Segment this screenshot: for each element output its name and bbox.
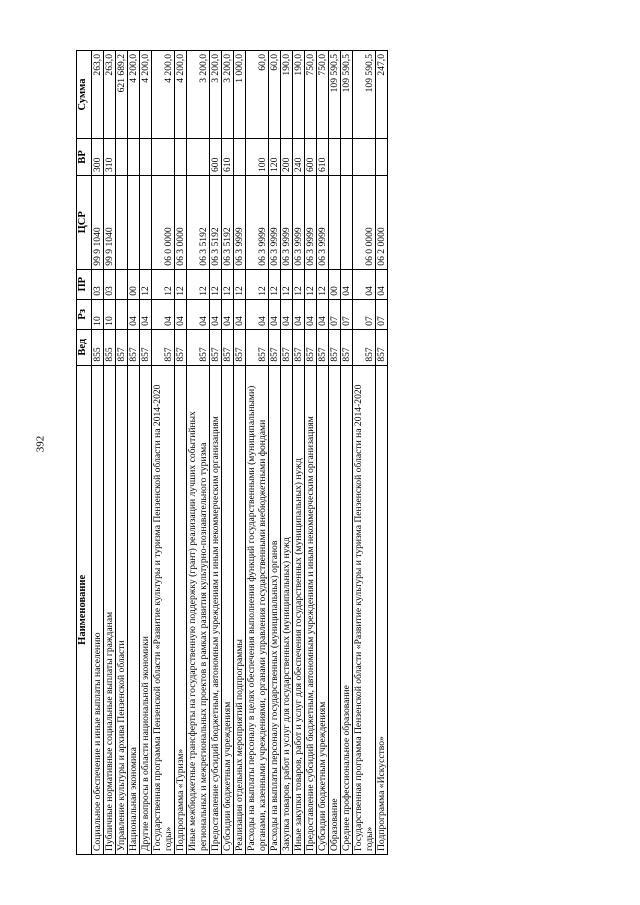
page-number: 392: [34, 435, 47, 453]
cell-name: Социальное обеспечение и иные выплаты населению: [92, 365, 104, 854]
cell-sum: 3 200,0: [187, 51, 210, 139]
cell-pr: 12: [246, 269, 269, 299]
cell-rz: 10: [92, 299, 104, 329]
cell-ved: 857: [281, 329, 293, 365]
rotated-budget-table-container: [76, 50, 556, 855]
cell-vr: [140, 138, 152, 175]
cell-vr: 600: [210, 138, 222, 175]
cell-sum: 247,0: [376, 51, 388, 139]
header-vr: ВР: [77, 138, 92, 175]
cell-rz: 04: [152, 299, 175, 329]
cell-name: Предоставление субсидий бюджетным, автономным учреждениям и иным некоммерческим организациям: [305, 365, 317, 854]
header-csr: ЦСР: [77, 175, 92, 269]
cell-pr: 12: [222, 269, 234, 299]
cell-vr: [152, 138, 175, 175]
cell-csr: 06 0 0000: [152, 175, 175, 269]
cell-rz: 10: [104, 299, 116, 329]
cell-rz: 04: [305, 299, 317, 329]
cell-ved: 857: [234, 329, 246, 365]
cell-name: Государственная программа Пензенской области «Развитие культуры и туризма Пензенской области на 2014-2020 годы»: [152, 365, 175, 854]
cell-csr: [329, 175, 341, 269]
cell-pr: 00: [128, 269, 140, 299]
cell-rz: 04: [210, 299, 222, 329]
cell-sum: 4 200,0: [128, 51, 140, 139]
cell-ved: 855: [92, 329, 104, 365]
cell-name: Публичные нормативные социальные выплаты гражданам: [104, 365, 116, 854]
header-rz: Рз: [77, 299, 92, 329]
header-ved: Вед: [77, 329, 92, 365]
cell-csr: 06 3 5192: [222, 175, 234, 269]
cell-pr: 04: [341, 269, 353, 299]
cell-vr: [329, 138, 341, 175]
cell-pr: 12: [175, 269, 187, 299]
cell-csr: 06 3 0000: [175, 175, 187, 269]
cell-sum: 621 689,2: [116, 51, 128, 139]
table-row: [305, 51, 317, 855]
cell-pr: 04: [376, 269, 388, 299]
cell-name: Расходы на выплаты персоналу в целях обеспечения выполнения функций государственными (муниципальными) органами, казенными учреждениями, органами управления государственными внебюджетными фондами: [246, 365, 269, 854]
cell-pr: [116, 269, 128, 299]
table-row: [104, 51, 116, 855]
cell-pr: 12: [210, 269, 222, 299]
cell-sum: 60,0: [246, 51, 269, 139]
cell-rz: 04: [246, 299, 269, 329]
cell-rz: 04: [293, 299, 305, 329]
cell-pr: 12: [269, 269, 281, 299]
cell-name: Подпрограмма «Искусство»: [376, 365, 388, 854]
cell-ved: 857: [175, 329, 187, 365]
cell-rz: 07: [353, 299, 376, 329]
cell-ved: 857: [222, 329, 234, 365]
cell-vr: 310: [104, 138, 116, 175]
cell-sum: 109 590,5: [329, 51, 341, 139]
cell-sum: 263,0: [92, 51, 104, 139]
table-row: [92, 51, 104, 855]
cell-name: Иные закупки товаров, работ и услуг для обеспечения государственных (муниципальных) нужд: [293, 365, 305, 854]
cell-sum: 750,0: [305, 51, 317, 139]
cell-ved: 857: [128, 329, 140, 365]
table-row: [246, 51, 269, 855]
cell-csr: 99 9 1040: [92, 175, 104, 269]
cell-ved: 857: [187, 329, 210, 365]
cell-pr: 12: [152, 269, 175, 299]
cell-ved: 857: [329, 329, 341, 365]
cell-rz: 04: [140, 299, 152, 329]
cell-rz: 04: [128, 299, 140, 329]
cell-ved: 857: [376, 329, 388, 365]
cell-csr: 06 0 0000: [353, 175, 376, 269]
table-row: [293, 51, 305, 855]
cell-sum: 263,0: [104, 51, 116, 139]
cell-csr: 06 3 5192: [210, 175, 222, 269]
cell-rz: 07: [341, 299, 353, 329]
cell-sum: 4 200,0: [152, 51, 175, 139]
cell-pr: 12: [187, 269, 210, 299]
table-row: [152, 51, 175, 855]
table-row: [376, 51, 388, 855]
cell-pr: 03: [104, 269, 116, 299]
cell-rz: 04: [175, 299, 187, 329]
header-name: Наименование: [77, 365, 92, 854]
table-row: [210, 51, 222, 855]
cell-sum: 109 590,5: [353, 51, 376, 139]
cell-vr: [376, 138, 388, 175]
cell-csr: 06 3 9999: [317, 175, 329, 269]
cell-pr: 12: [317, 269, 329, 299]
cell-rz: 07: [376, 299, 388, 329]
cell-name: Подпрограмма «Туризм»: [175, 365, 187, 854]
table-row: [116, 51, 128, 855]
cell-vr: [187, 138, 210, 175]
cell-ved: 857: [269, 329, 281, 365]
cell-sum: 60,0: [269, 51, 281, 139]
cell-csr: 06 3 9999: [281, 175, 293, 269]
cell-pr: 00: [329, 269, 341, 299]
table-row: [353, 51, 376, 855]
cell-vr: 610: [317, 138, 329, 175]
cell-csr: 06 3 9999: [293, 175, 305, 269]
cell-vr: 600: [305, 138, 317, 175]
table-row: [222, 51, 234, 855]
cell-pr: 12: [281, 269, 293, 299]
cell-csr: [128, 175, 140, 269]
table-body: [92, 51, 388, 855]
cell-csr: 06 3 9999: [269, 175, 281, 269]
cell-ved: 857: [246, 329, 269, 365]
cell-rz: 04: [317, 299, 329, 329]
cell-pr: 12: [234, 269, 246, 299]
cell-pr: 03: [92, 269, 104, 299]
cell-pr: 12: [293, 269, 305, 299]
table-row: [234, 51, 246, 855]
cell-ved: 857: [353, 329, 376, 365]
cell-pr: 12: [140, 269, 152, 299]
cell-rz: 07: [329, 299, 341, 329]
cell-csr: [140, 175, 152, 269]
cell-csr: 06 2 0000: [376, 175, 388, 269]
cell-ved: 857: [305, 329, 317, 365]
table-row: [269, 51, 281, 855]
cell-vr: [128, 138, 140, 175]
cell-csr: 06 3 9999: [246, 175, 269, 269]
cell-name: Образование: [329, 365, 341, 854]
cell-sum: 1 000,0: [234, 51, 246, 139]
cell-sum: 190,0: [281, 51, 293, 139]
cell-vr: [353, 138, 376, 175]
table-row: [317, 51, 329, 855]
cell-name: Среднее профессиональное образование: [341, 365, 353, 854]
cell-ved: 857: [210, 329, 222, 365]
cell-sum: 3 200,0: [210, 51, 222, 139]
cell-csr: [116, 175, 128, 269]
cell-csr: 99 9 1040: [104, 175, 116, 269]
cell-name: Закупка товаров, работ и услуг для государственных (муниципальных) нужд: [281, 365, 293, 854]
cell-name: Расходы на выплаты персоналу государственных (муниципальных) органов: [269, 365, 281, 854]
cell-ved: 857: [293, 329, 305, 365]
cell-sum: 190,0: [293, 51, 305, 139]
cell-rz: [116, 299, 128, 329]
cell-pr: 04: [353, 269, 376, 299]
cell-name: Субсидии бюджетным учреждениям: [222, 365, 234, 854]
cell-name: Реализация отдельных мероприятий подпрограммы: [234, 365, 246, 854]
cell-vr: [234, 138, 246, 175]
cell-sum: 109 590,5: [341, 51, 353, 139]
table-row: [140, 51, 152, 855]
cell-rz: 04: [222, 299, 234, 329]
table-row: [281, 51, 293, 855]
cell-sum: 4 200,0: [140, 51, 152, 139]
cell-vr: [116, 138, 128, 175]
cell-sum: 3 200,0: [222, 51, 234, 139]
cell-csr: [341, 175, 353, 269]
table-row: [329, 51, 341, 855]
header-pr: ПР: [77, 269, 92, 299]
cell-ved: 857: [116, 329, 128, 365]
cell-rz: 04: [281, 299, 293, 329]
cell-ved: 855: [104, 329, 116, 365]
cell-vr: 300: [92, 138, 104, 175]
table-row: [128, 51, 140, 855]
cell-rz: 04: [187, 299, 210, 329]
cell-pr: 12: [305, 269, 317, 299]
cell-vr: 610: [222, 138, 234, 175]
cell-name: Другие вопросы в области национальной экономики: [140, 365, 152, 854]
cell-ved: 857: [140, 329, 152, 365]
cell-ved: 857: [341, 329, 353, 365]
table-row: [175, 51, 187, 855]
cell-rz: 04: [269, 299, 281, 329]
cell-csr: 06 3 9999: [305, 175, 317, 269]
budget-table: [76, 50, 388, 855]
table-header-row: [77, 51, 92, 855]
cell-csr: 06 3 9999: [234, 175, 246, 269]
cell-ved: 857: [152, 329, 175, 365]
cell-vr: 200: [281, 138, 293, 175]
cell-csr: 06 3 5192: [187, 175, 210, 269]
cell-vr: 120: [269, 138, 281, 175]
cell-name: Иные межбюджетные трансферты на государственную поддержку (грант) реализации лучших событийных региональных и межрегиональных проектов в рамках развития культурно-познавательного туризма: [187, 365, 210, 854]
cell-rz: 04: [234, 299, 246, 329]
cell-ved: 857: [317, 329, 329, 365]
cell-name: Предоставление субсидий бюджетным, автономным учреждениям и иным некоммерческим организациям: [210, 365, 222, 854]
cell-name: Государственная программа Пензенской области «Развитие культуры и туризма Пензенской области на 2014-2020 годы»: [353, 365, 376, 854]
cell-vr: [341, 138, 353, 175]
table-row: [187, 51, 210, 855]
table-row: [341, 51, 353, 855]
cell-vr: 240: [293, 138, 305, 175]
cell-sum: 4 200,0: [175, 51, 187, 139]
cell-vr: 100: [246, 138, 269, 175]
cell-sum: 750,0: [317, 51, 329, 139]
cell-name: Национальная экономика: [128, 365, 140, 854]
cell-name: Субсидии бюджетным учреждениям: [317, 365, 329, 854]
header-sum: Сумма: [77, 51, 92, 139]
cell-vr: [175, 138, 187, 175]
cell-name: Управление культуры и архива Пензенской области: [116, 365, 128, 854]
